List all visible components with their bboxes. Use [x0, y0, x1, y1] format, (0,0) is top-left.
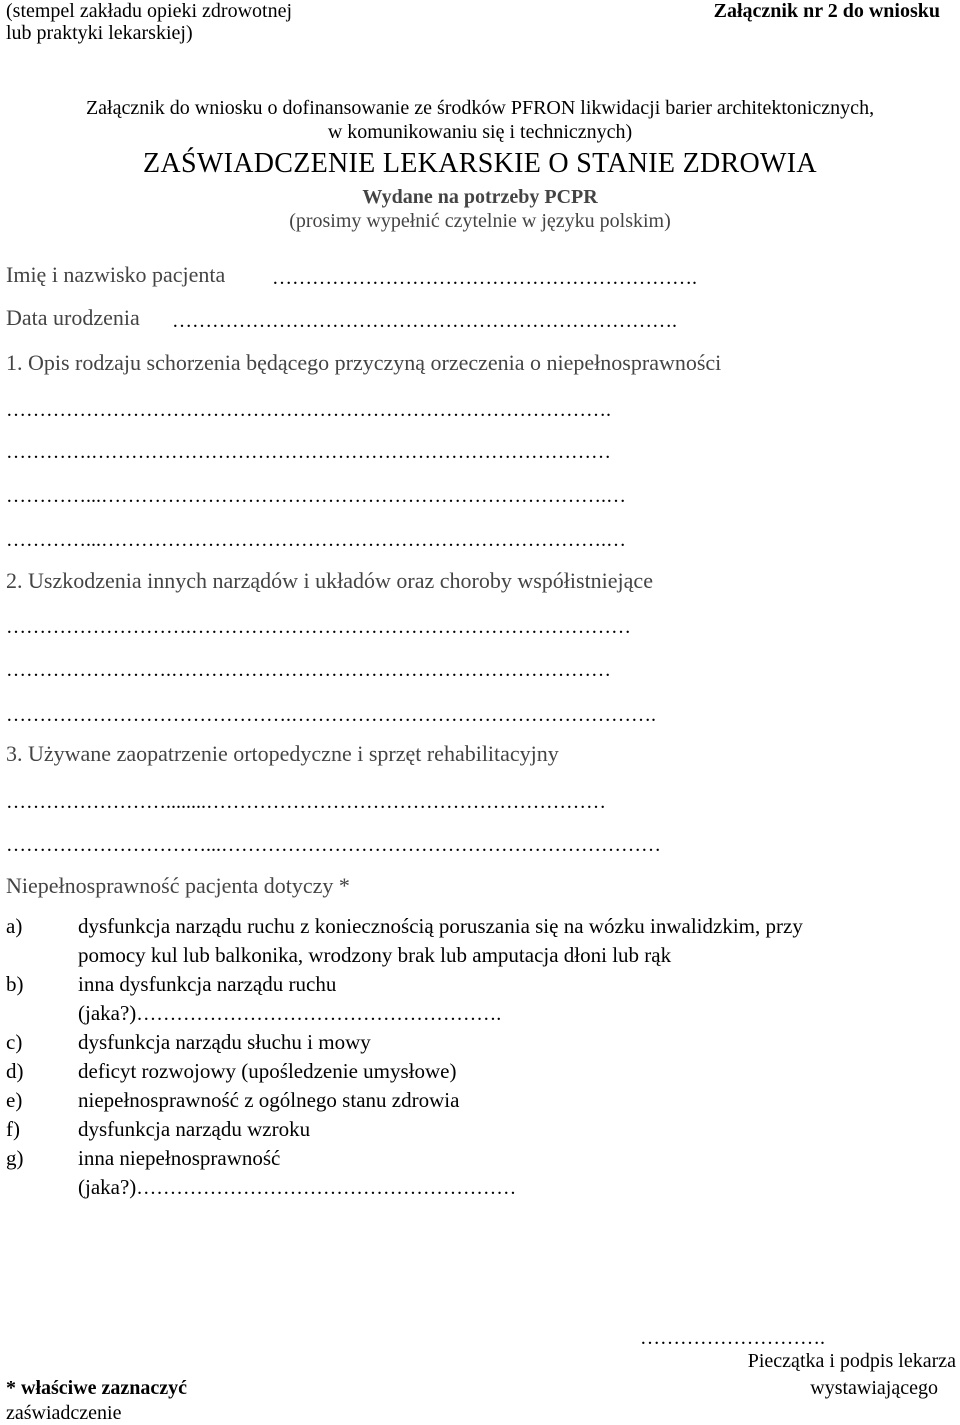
section-2-heading: 2. Uszkodzenia innych narządów i układów oraz choroby współistniejące	[6, 568, 653, 593]
section-1-line-1[interactable]: ……………………………………………………………………………….	[6, 399, 611, 421]
option-b-which[interactable]	[78, 1001, 726, 1026]
intro-line1: Załącznik do wniosku o dofinansowanie ze środków PFRON likwidacji barier architektonicznych,	[85, 97, 875, 119]
disability-option-e[interactable]	[6, 1088, 459, 1113]
option-b-text: inna dysfunkcja narządu ruchu	[78, 972, 337, 996]
stamp-label-line2: lub praktyki lekarskiej)	[6, 22, 193, 44]
section-1-heading: 1. Opis rodzaju schorzenia będącego przyczyną orzeczenia o niepełnosprawności	[6, 350, 722, 375]
disability-option-g[interactable]	[6, 1146, 280, 1171]
option-c-letter: c)	[6, 1030, 23, 1054]
patient-name-label: Imię i nazwisko pacjenta	[6, 262, 226, 287]
option-e-letter: e)	[6, 1088, 23, 1112]
disability-option-c[interactable]	[6, 1030, 371, 1055]
disability-option-f[interactable]	[6, 1117, 310, 1142]
option-b-which-label: (jaka?)	[78, 1001, 137, 1025]
patient-name-field[interactable]: ……………………………………………………….	[272, 267, 697, 289]
signature-label-line1: Pieczątka i podpis lekarza	[747, 1350, 956, 1372]
option-a-letter: a)	[6, 914, 23, 938]
option-g-which-field[interactable]: …………………………………………………	[136, 1177, 517, 1199]
option-a-text: dysfunkcja narządu ruchu z koniecznością poruszania się na wózku inwalidzkim, przy	[78, 914, 803, 938]
birth-date-field[interactable]: ………………………………………………………………….	[172, 310, 677, 332]
stamp-label-line1: (stempel zakładu opieki zdrowotnej	[6, 0, 293, 22]
option-d-text: deficyt rozwojowy (upośledzenie umysłowe)	[78, 1059, 457, 1083]
footnote-label: * właściwe zaznaczyć	[6, 1377, 188, 1399]
option-b-letter: b)	[6, 972, 24, 996]
footer-doc-label: zaświadczenie	[6, 1402, 122, 1424]
option-a-text-cont: pomocy kul lub balkonika, wrodzony brak lub amputacja dłoni lub rąk	[78, 943, 672, 967]
option-b-which-field[interactable]: ……………………………………………….	[136, 1003, 502, 1025]
disability-option-b[interactable]	[6, 972, 336, 997]
signature-label-line2: wystawiającego	[810, 1377, 938, 1399]
section-3-line-1[interactable]: ……………………........……………………………………………………	[6, 791, 606, 813]
section-1-line-2[interactable]: ………….……………………………………………………………………	[6, 441, 611, 463]
option-f-text: dysfunkcja narządu wzroku	[78, 1117, 311, 1141]
section-3-heading: 3. Używane zaopatrzenie ortopedyczne i sprzęt rehabilitacyjny	[6, 741, 559, 766]
option-d-letter: d)	[6, 1059, 24, 1083]
option-c-text: dysfunkcja narządu słuchu i mowy	[78, 1030, 371, 1054]
option-g-which[interactable]	[78, 1175, 811, 1200]
document-title: ZAŚWIADCZENIE LEKARSKIE O STANIE ZDROWIA	[143, 148, 817, 179]
option-g-letter: g)	[6, 1146, 24, 1170]
section-2-line-3[interactable]: …………………………………….……………………………………………….	[6, 704, 656, 726]
birth-date-label: Data urodzenia	[6, 305, 140, 330]
option-g-which-label: (jaka?)	[78, 1175, 137, 1199]
intro-line2: w komunikowaniu się i technicznych)	[327, 121, 633, 143]
option-e-text: niepełnosprawność z ogólnego stanu zdrowia	[78, 1088, 460, 1112]
section-2-line-1[interactable]: ……………………….…………………………………………………………	[6, 616, 631, 638]
document-subtitle: Wydane na potrzeby PCPR	[362, 186, 598, 208]
signature-field[interactable]: ……………………….	[640, 1327, 825, 1349]
disability-heading: Niepełnosprawność pacjenta dotyczy *	[6, 873, 350, 898]
section-1-line-4[interactable]: …………...………………………………………………………………….…	[6, 529, 626, 551]
disability-option-a[interactable]	[6, 914, 803, 939]
section-1-line-3[interactable]: …………...………………………………………………………………….…	[6, 485, 626, 507]
section-3-line-2[interactable]: …………………………...…………………………………………………………	[6, 834, 661, 856]
option-g-text: inna niepełnosprawność	[78, 1146, 281, 1170]
section-2-line-2[interactable]: …………………….…………………………………………………………	[6, 659, 611, 681]
disability-option-d[interactable]	[6, 1059, 456, 1084]
option-f-letter: f)	[6, 1117, 20, 1141]
attachment-label: Załącznik nr 2 do wniosku	[713, 0, 940, 22]
fill-instruction: (prosimy wypełnić czytelnie w języku polskim)	[289, 210, 671, 232]
